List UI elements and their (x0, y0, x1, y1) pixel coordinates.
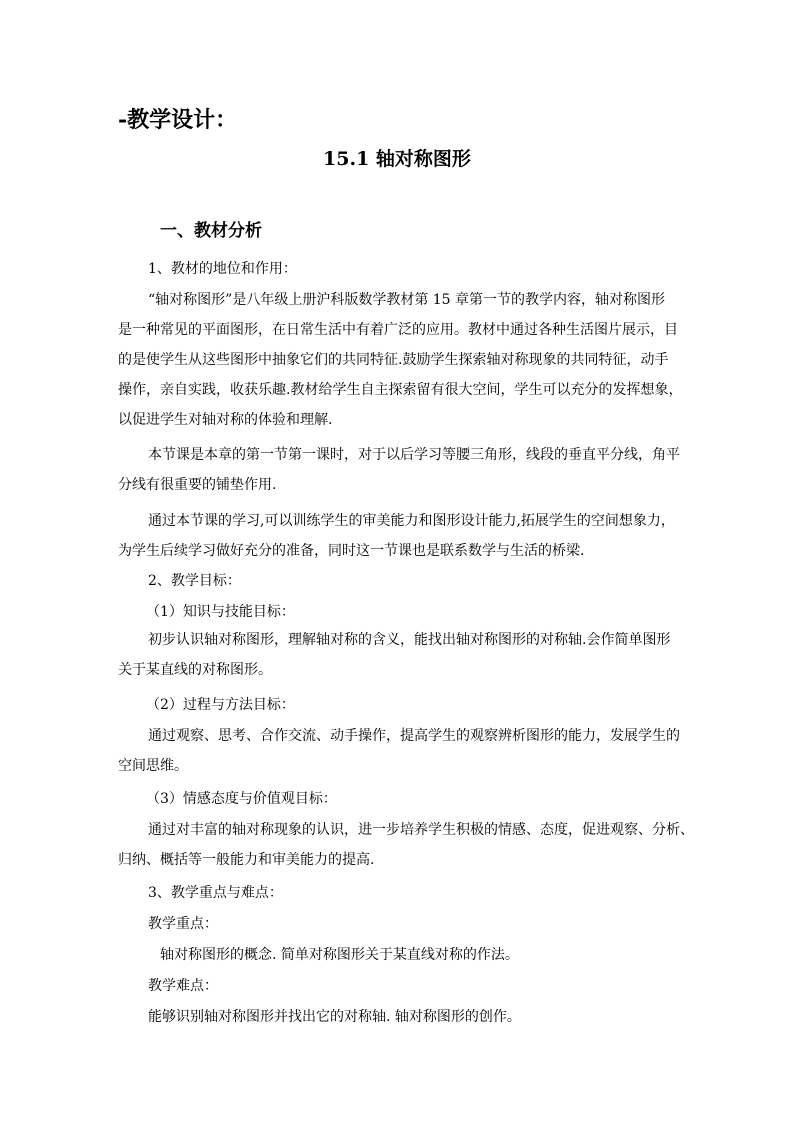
difficulty-label: 教学难点： (148, 978, 218, 994)
paragraph-line: 分线有很重要的铺垫作用. (118, 477, 277, 493)
paragraph-line: 关于某直线的对称图形。 (118, 662, 272, 678)
item-heading-key-difficult-points: 3、教学重点与难点： (148, 885, 283, 901)
goal-heading-knowledge-skills: （1）知识与技能目标： (146, 604, 295, 620)
paragraph-line: 初步认识轴对称图形，理解轴对称的含义，能找出轴对称图形的对称轴.会作简单图形 (148, 632, 671, 648)
paragraph-knowledge-skills (118, 625, 676, 685)
paragraph-line: 通过观察、思考、合作交流、动手操作，提高学生的观察辨析图形的能力，发展学生的 (148, 728, 680, 744)
paragraph-emotion-values (118, 815, 694, 875)
document-title: 15.1 轴对称图形 (323, 148, 471, 170)
paragraph-line: 归纳、概括等一般能力和审美能力的提高. (118, 852, 375, 868)
goal-heading-emotion-values: （3）情感态度与价值观目标： (146, 791, 337, 807)
paragraph-line: 是一种常见的平面图形，在日常生活中有着广泛的应用。教材中通过各种生活图片展示，目 (118, 322, 678, 338)
goal-heading-process-methods: （2）过程与方法目标： (146, 697, 295, 713)
paragraph-line: 以促进学生对轴对称的体验和理解. (118, 412, 333, 428)
paragraph-lesson-value (118, 506, 676, 566)
paragraph-line: 空间思维。 (118, 758, 188, 774)
paragraph-line: 通过本节课的学习,可以训练学生的审美能力和图形设计能力,拓展学生的空间想象力， (148, 513, 675, 529)
paragraph-line: 本节课是本章的第一节第一课时，对于以后学习等腰三角形，线段的垂直平分线，角平 (148, 447, 680, 463)
paragraph-line: 的是使学生从这些图形中抽象它们的共同特征.鼓励学生探索轴对称现象的共同特征，动手 (118, 352, 669, 368)
key-point-text: 轴对称图形的概念. 简单对称图形关于某直线对称的作法。 (160, 947, 519, 963)
difficulty-text: 能够识别轴对称图形并找出它的对称轴. 轴对称图形的创作。 (148, 1009, 521, 1025)
paragraph-status-role (118, 285, 683, 435)
paragraph-line: 为学生后续学习做好充分的准备，同时这一节课也是联系数学与生活的桥梁. (118, 543, 585, 559)
item-heading-status-role: 1、教材的地位和作用： (148, 261, 297, 277)
paragraph-line: “轴对称图形”是八年级上册沪科版数学教材第 15 章第一节的教学内容，轴对称图形 (148, 292, 666, 308)
paragraph-lesson-position (118, 440, 680, 500)
section-heading-textbook-analysis: 一、教材分析 (160, 221, 262, 241)
paragraph-line: 通过对丰富的轴对称现象的认识，进一步培养学生积极的情感、态度，促进观察、分析、 (148, 822, 694, 838)
key-point-label: 教学重点： (148, 916, 218, 932)
paragraph-process-methods (118, 721, 680, 781)
document-header: -教学设计： (118, 107, 238, 133)
paragraph-line: 操作，亲自实践，收获乐趣.教材给学生自主探索留有很大空间，学生可以充分的发挥想象， (118, 382, 683, 398)
item-heading-teaching-goals: 2、教学目标： (148, 573, 241, 589)
